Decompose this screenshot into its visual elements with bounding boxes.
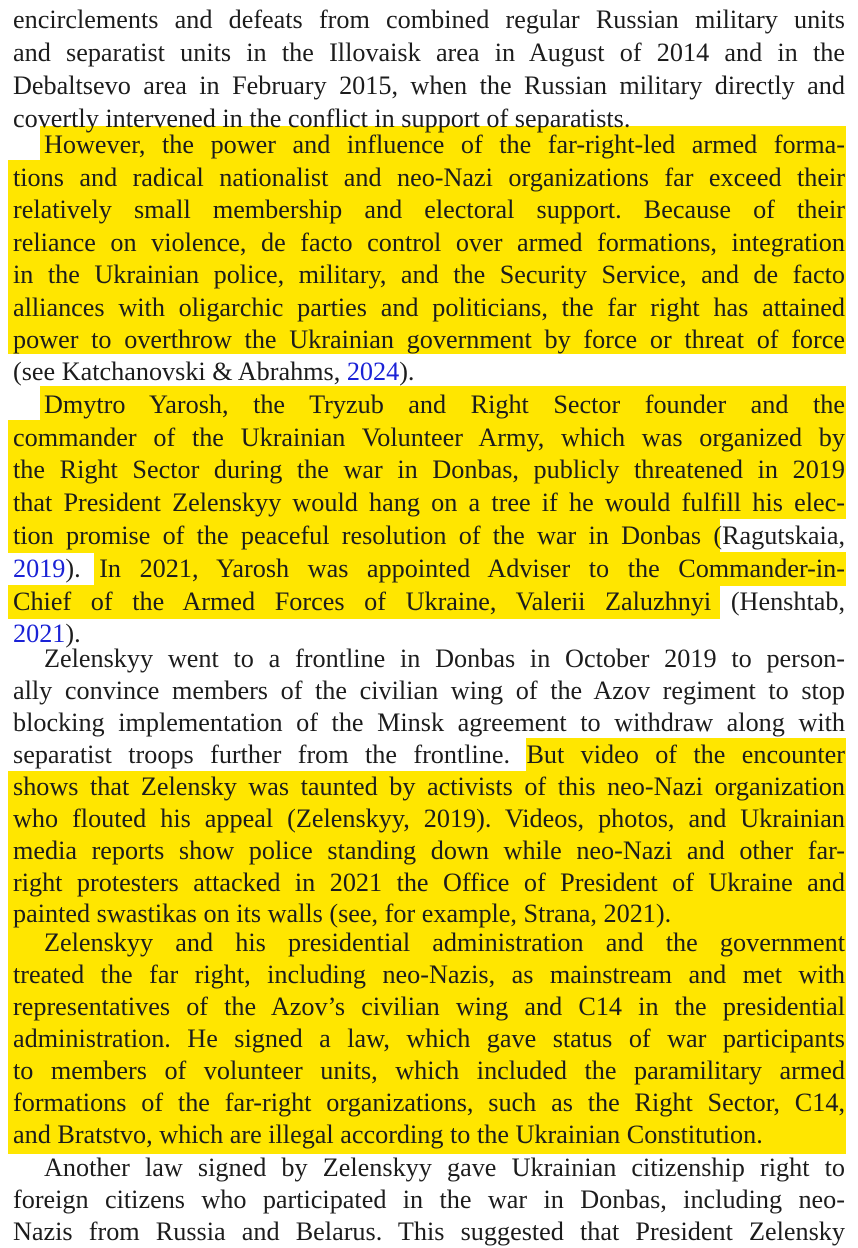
text-line: and Bratstvo, which are illegal according to the Ukrainian Constitution. [13, 1120, 763, 1149]
text-line: the Right Sector during the war in Donbas, publicly threatened in 2019 [13, 455, 845, 484]
text-line: power to overthrow the Ukrainian government by force or threat of force [13, 325, 845, 354]
text-line [13, 355, 845, 388]
highlighted-text: . In 2021, Yarosh was appointed Adviser to the Commander-in- [74, 554, 845, 583]
text-line: Nazis from Russia and Belarus. This suggested that President Zelensky [13, 1217, 845, 1246]
text-line: to members of volunteer units, which included the paramilitary armed [13, 1056, 845, 1085]
text-line: However, the power and influence of the far-right-led armed forma- [44, 130, 845, 159]
text-line: Debaltsevo area in February 2015, when the Russian military directly and [13, 71, 845, 100]
citation-text: (Henshtab, [711, 587, 845, 616]
text-line: tions and radical nationalist and neo-Nazi organizations far exceed their [13, 163, 845, 192]
highlighted-text: tion promise of the peaceful resolution of the war in Donbas [13, 521, 702, 550]
text-line: Another law signed by Zelenskyy gave Ukrainian citizenship right to [44, 1153, 845, 1182]
text-line: blocking implementation of the Minsk agreement to withdraw along with [13, 708, 845, 737]
text-line: painted swastikas on its walls (see, for example, Strana, 2021). [13, 899, 672, 928]
citation-text: (Ragutskaia, [701, 521, 845, 550]
text-line: formations of the far-right organizations, such as the Right Sector, C14, [13, 1088, 845, 1117]
text-line: and separatist units in the Illovaisk area in August of 2014 and in the [13, 38, 845, 67]
highlighted-text: Chief of the Armed Forces of Ukraine, Valerii Zaluzhnyi [13, 587, 712, 616]
text-line: ally convince members of the civilian wing of the Azov regiment to stop [13, 676, 845, 705]
text-line: in the Ukrainian police, military, and the Security Service, and de facto [13, 260, 845, 289]
plain-text: separatist troops further from the frontline. [13, 740, 527, 769]
text-line: relatively small membership and electoral support. Because of their [13, 195, 845, 224]
text-line [13, 552, 845, 585]
text-line: commander of the Ukrainian Volunteer Army, which was organized by [13, 423, 845, 452]
text-line: representatives of the Azov’s civilian wing and C14 in the presidential [13, 992, 845, 1021]
citation-link-2019[interactable]: 2019 [13, 554, 66, 583]
text-line: Dmytro Yarosh, the Tryzub and Right Sector founder and the [44, 390, 845, 419]
citation-suffix: ). [65, 619, 81, 648]
text-line: shows that Zelensky was taunted by activists of this neo-Nazi organization [13, 772, 845, 801]
text-line: administration. He signed a law, which gave status of war participants [13, 1024, 845, 1053]
citation-suffix: ). [399, 357, 415, 386]
citation-paren: ) [65, 554, 75, 583]
text-line: who flouted his appeal (Zelenskyy, 2019). Videos, photos, and Ukrainian [13, 804, 845, 833]
text-line: right protesters attacked in 2021 the Office of President of Ukraine and [13, 868, 845, 897]
citation-text: (see Katchanovski & Abrahms, [13, 357, 347, 386]
text-line: treated the far right, including neo-Nazis, as mainstream and met with [13, 960, 845, 989]
citation-link-2021[interactable]: 2021 [13, 619, 66, 648]
highlighted-text: But video of the encounter [526, 740, 845, 769]
citation-link-2024[interactable]: 2024 [346, 357, 400, 386]
text-line [13, 585, 845, 618]
text-line: Zelenskyy and his presidential administration and the government [44, 928, 845, 957]
text-line: encirclements and defeats from combined regular Russian military units [13, 5, 845, 34]
text-line: that President Zelenskyy would hang on a tree if he would fulfill his elec- [13, 488, 845, 517]
text-line: alliances with oligarchic parties and politicians, the far right has attained [13, 293, 845, 322]
text-line: foreign citizens who participated in the war in Donbas, including neo- [13, 1185, 845, 1214]
text-line [13, 738, 845, 771]
text-line: Zelenskyy went to a frontline in Donbas in October 2019 to person- [44, 644, 845, 673]
text-line: covertly intervened in the conflict in support of separatists. [13, 104, 631, 133]
text-line [13, 519, 845, 552]
text-line: reliance on violence, de facto control over armed formations, integration [13, 228, 845, 257]
text-line: media reports show police standing down while neo-Nazi and other far- [13, 836, 845, 865]
